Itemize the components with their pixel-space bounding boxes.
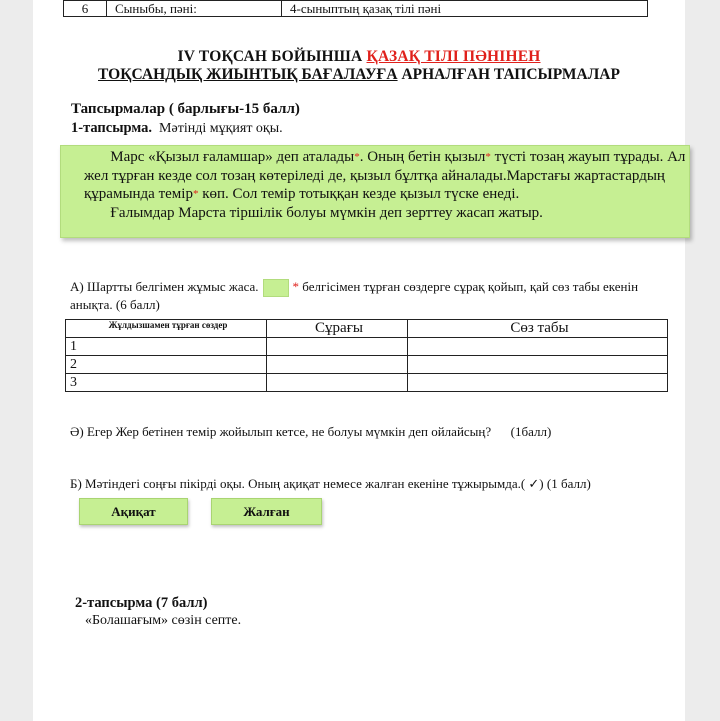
title-rest: АРНАЛҒАН ТАПСЫРМАЛАР bbox=[397, 66, 620, 83]
passage-paragraph-2 bbox=[84, 204, 689, 223]
star-marker: * bbox=[354, 151, 360, 163]
task2-instruction: «Болашағым» сөзін септе. bbox=[85, 613, 242, 628]
passage-paragraph-1 bbox=[84, 148, 689, 204]
answer-cell[interactable] bbox=[408, 356, 668, 374]
question-b bbox=[70, 424, 551, 440]
passage-text: түсті тозаң жауып тұрады. Ал жел тұрған кезде сол тозаң көтеріледі де, қызыл бұлтқа айналады.Марстағы жартастардың құрамында темір bbox=[84, 149, 686, 202]
row-label: Сыныбы, пәні: bbox=[107, 1, 282, 17]
green-symbol bbox=[263, 279, 289, 297]
title-prefix: IV ТОҚСАН БОЙЫНША bbox=[177, 48, 367, 65]
row-index: 3 bbox=[66, 374, 267, 392]
star-marker: * bbox=[292, 279, 300, 294]
table-header-question: Сұрағы bbox=[267, 320, 408, 338]
question-a-part2: белгісімен тұрған сөздерге сұрақ қойып, қай сөз табы екенін анықта. (6 балл) bbox=[70, 279, 639, 313]
answer-cell[interactable] bbox=[267, 374, 408, 392]
row-index: 2 bbox=[66, 356, 267, 374]
title-subject: ҚАЗАҚ ТІЛІ ПӘНІНЕН bbox=[366, 48, 541, 65]
question-c: Б) Мәтіндегі соңғы пікірді оқы. Оның ақиқат немесе жалған екеніне тұжырымда.( ✓) (1 балл) bbox=[70, 476, 591, 491]
passage-text: Ғалымдар Марста тіршілік болуы мүмкін деп зерттеу жасап жатыр. bbox=[110, 204, 543, 221]
passage-text: . Оның бетін қызыл bbox=[359, 149, 486, 165]
title-line-2 bbox=[33, 66, 685, 84]
task2-label: 2-тапсырма (7 балл) bbox=[75, 595, 208, 611]
question-b-text: Ә) Егер Жер бетінен темір жойылып кетсе, не болуы мүмкін деп ойлайсың? bbox=[70, 424, 492, 439]
header-info-table bbox=[63, 0, 648, 17]
row-value: 4-сыныптың қазақ тілі пәні bbox=[282, 1, 648, 17]
passage-box bbox=[60, 145, 690, 238]
document-page bbox=[33, 0, 685, 721]
table-header-words: Жұлдызшамен тұрған сөздер bbox=[66, 320, 267, 338]
table-row bbox=[66, 338, 668, 356]
answer-cell[interactable] bbox=[408, 374, 668, 392]
star-marker: * bbox=[485, 151, 491, 163]
answer-cell[interactable] bbox=[267, 356, 408, 374]
tasks-header: Тапсырмалар ( барлығы-15 балл) bbox=[71, 101, 300, 117]
answer-cell[interactable] bbox=[267, 338, 408, 356]
question-a bbox=[70, 279, 670, 312]
title-underlined: ТОҚСАНДЫҚ ЖИЫНТЫҚ БАҒАЛАУҒА bbox=[98, 66, 398, 83]
answer-cell[interactable] bbox=[408, 338, 668, 356]
row-number: 6 bbox=[64, 1, 107, 17]
table-row bbox=[66, 356, 668, 374]
title-line-1 bbox=[33, 48, 685, 66]
task1-label: 1-тапсырма. bbox=[71, 120, 153, 136]
task1-instruction: Мәтінді мұқият оқы. bbox=[159, 121, 283, 136]
answer-table bbox=[65, 319, 668, 392]
table-header-pos: Сөз табы bbox=[408, 320, 668, 338]
task1-heading bbox=[71, 120, 283, 137]
star-marker: * bbox=[192, 188, 199, 200]
false-button[interactable]: Жалған bbox=[211, 498, 322, 525]
question-a-part1: А) Шартты белгімен жұмыс жаса. bbox=[70, 279, 259, 294]
passage-text: көп. Сол темір тотыққан кезде қызыл түске енеді. bbox=[198, 186, 520, 202]
passage-text: Марс «Қызыл ғаламшар» деп аталады bbox=[110, 149, 355, 165]
row-index: 1 bbox=[66, 338, 267, 356]
true-button[interactable]: Ақиқат bbox=[79, 498, 188, 525]
question-b-points: (1балл) bbox=[510, 424, 552, 439]
table-row bbox=[66, 374, 668, 392]
